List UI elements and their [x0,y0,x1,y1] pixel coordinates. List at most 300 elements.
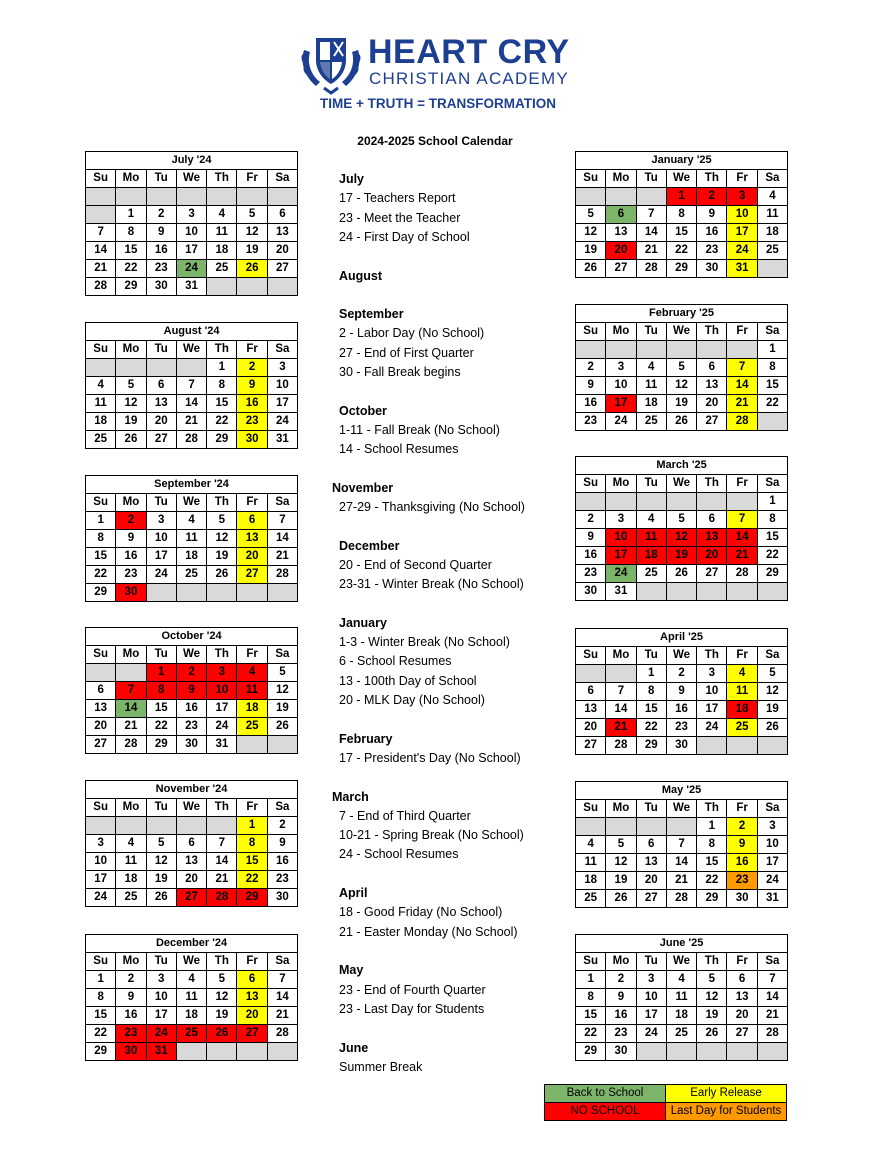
empty-day-cell [176,1043,206,1061]
legend-green: Back to School [545,1085,666,1103]
week-row [576,737,788,755]
week-row [86,835,298,853]
day-cell: 3 [636,971,666,989]
day-cell: 30 [606,1043,636,1061]
day-cell: 1 [237,817,267,835]
day-cell: 29 [237,889,267,907]
event-item: 20 - MLK Day (No School) [339,693,485,708]
calendar-title: January '25 [576,152,788,170]
weekday-header: Fr [727,323,757,341]
day-cell: 2 [176,664,206,682]
empty-day-cell [176,584,206,602]
week-row [576,493,788,511]
weekday-header: Th [207,494,237,512]
calendar-sep [85,475,298,602]
day-cell: 2 [237,359,267,377]
day-cell: 16 [146,242,176,260]
day-cell: 2 [576,511,606,529]
day-cell: 24 [86,889,116,907]
empty-day-cell [727,1043,757,1061]
day-cell: 28 [86,278,116,296]
event-group [339,267,382,286]
week-row [576,565,788,583]
event-month-heading: November [332,480,394,495]
weekday-header: Th [697,323,727,341]
empty-day-cell [86,188,116,206]
weekday-header: Th [697,800,727,818]
day-cell: 19 [267,700,297,718]
day-cell: 8 [86,989,116,1007]
empty-day-cell [697,737,727,755]
day-cell: 27 [727,1025,757,1043]
empty-day-cell [606,493,636,511]
day-cell: 5 [757,665,787,683]
day-cell: 7 [267,512,297,530]
day-cell: 20 [697,395,727,413]
day-cell: 3 [606,511,636,529]
weekday-header: Th [697,647,727,665]
day-cell: 30 [267,889,297,907]
day-cell: 13 [237,530,267,548]
empty-day-cell [757,583,787,601]
weekday-header: Th [207,170,237,188]
weekday-header: We [666,647,696,665]
empty-day-cell [636,493,666,511]
day-cell: 24 [697,719,727,737]
week-row [576,836,788,854]
empty-day-cell [176,359,206,377]
day-cell: 17 [86,871,116,889]
day-cell: 4 [636,511,666,529]
day-cell: 23 [606,1025,636,1043]
week-row [86,584,298,602]
day-cell: 19 [697,1007,727,1025]
day-cell: 5 [267,664,297,682]
empty-day-cell [606,818,636,836]
week-row [86,260,298,278]
day-cell: 14 [606,701,636,719]
weekday-header: Su [86,494,116,512]
weekday-header: Tu [146,953,176,971]
day-cell: 26 [207,566,237,584]
day-cell: 11 [176,530,206,548]
day-cell: 22 [116,260,146,278]
empty-day-cell [606,341,636,359]
day-cell: 19 [757,701,787,719]
day-cell: 26 [666,413,696,431]
day-cell: 18 [666,1007,696,1025]
day-cell: 8 [86,530,116,548]
day-cell: 16 [576,547,606,565]
day-cell: 17 [207,700,237,718]
day-cell: 23 [267,871,297,889]
day-cell: 6 [697,359,727,377]
weekday-header: Sa [267,799,297,817]
week-row [86,1025,298,1043]
empty-day-cell [636,818,666,836]
empty-day-cell [727,583,757,601]
day-cell: 11 [116,853,146,871]
day-cell: 21 [207,871,237,889]
day-cell: 11 [176,989,206,1007]
weekday-header: Sa [757,647,787,665]
logo-title: HEART CRY [368,33,570,71]
week-row [86,359,298,377]
week-row [576,377,788,395]
day-cell: 28 [727,565,757,583]
day-cell: 16 [697,224,727,242]
calendar-title: June '25 [576,935,788,953]
day-cell: 19 [116,413,146,431]
day-cell: 29 [757,565,787,583]
day-cell: 22 [237,871,267,889]
week-row [576,413,788,431]
day-cell: 4 [176,512,206,530]
day-cell: 7 [176,377,206,395]
day-cell: 24 [207,718,237,736]
weekday-header: Th [207,953,237,971]
day-cell: 25 [636,565,666,583]
day-cell: 20 [237,548,267,566]
legend-yellow: Early Release [666,1085,787,1103]
day-cell: 27 [267,260,297,278]
day-cell: 1 [697,818,727,836]
day-cell: 26 [757,719,787,737]
day-cell: 4 [757,188,787,206]
empty-day-cell [636,341,666,359]
day-cell: 3 [727,188,757,206]
day-cell: 20 [146,413,176,431]
day-cell: 1 [576,971,606,989]
day-cell: 9 [267,835,297,853]
empty-day-cell [757,413,787,431]
day-cell: 15 [86,548,116,566]
day-cell: 6 [146,377,176,395]
day-cell: 13 [727,989,757,1007]
empty-day-cell [267,188,297,206]
day-cell: 13 [267,224,297,242]
empty-day-cell [697,493,727,511]
day-cell: 2 [267,817,297,835]
day-cell: 14 [267,530,297,548]
day-cell: 15 [697,854,727,872]
event-month-heading: October [339,403,387,418]
day-cell: 25 [237,718,267,736]
day-cell: 27 [697,565,727,583]
day-cell: 20 [86,718,116,736]
day-cell: 11 [237,682,267,700]
event-group [339,170,470,247]
day-cell: 15 [666,224,696,242]
day-cell: 18 [757,224,787,242]
day-cell: 23 [237,413,267,431]
day-cell: 27 [576,737,606,755]
weekday-header: Fr [237,170,267,188]
calendar-mar [575,456,788,601]
day-cell: 23 [727,872,757,890]
week-row [576,242,788,260]
day-cell: 1 [116,206,146,224]
weekday-header: Sa [757,170,787,188]
day-cell: 5 [606,836,636,854]
empty-day-cell [576,341,606,359]
empty-day-cell [207,1043,237,1061]
week-row [576,1007,788,1025]
event-item: 1-3 - Winter Break (No School) [339,635,510,650]
day-cell: 11 [666,989,696,1007]
day-cell: 16 [116,548,146,566]
day-cell: 20 [606,242,636,260]
day-cell: 17 [606,395,636,413]
day-cell: 4 [727,665,757,683]
empty-day-cell [207,584,237,602]
day-cell: 9 [237,377,267,395]
day-cell: 11 [576,854,606,872]
day-cell: 5 [116,377,146,395]
weekday-header: Fr [237,494,267,512]
day-cell: 16 [606,1007,636,1025]
day-cell: 9 [146,224,176,242]
empty-day-cell [727,493,757,511]
day-cell: 25 [727,719,757,737]
weekday-header: Tu [146,494,176,512]
day-cell: 27 [86,736,116,754]
day-cell: 29 [697,890,727,908]
day-cell: 7 [727,511,757,529]
weekday-header: Th [697,475,727,493]
day-cell: 13 [146,395,176,413]
weekday-header: Th [697,953,727,971]
empty-day-cell [116,359,146,377]
weekday-header: Fr [727,475,757,493]
empty-day-cell [237,736,267,754]
day-cell: 2 [116,971,146,989]
day-cell: 23 [576,565,606,583]
calendar-title: September '24 [86,476,298,494]
day-cell: 17 [267,395,297,413]
day-cell: 8 [146,682,176,700]
day-cell: 12 [576,224,606,242]
weekday-header: Su [86,646,116,664]
day-cell: 23 [116,1025,146,1043]
event-item: 13 - 100th Day of School [339,673,477,688]
day-cell: 16 [116,1007,146,1025]
weekday-header: Fr [237,341,267,359]
day-cell: 14 [666,854,696,872]
day-cell: 16 [176,700,206,718]
day-cell: 28 [176,431,206,449]
day-cell: 9 [116,530,146,548]
calendar-dec [85,934,298,1061]
weekday-header: Tu [636,170,666,188]
event-month-heading: December [339,538,400,553]
day-cell: 4 [176,971,206,989]
week-row [86,224,298,242]
empty-day-cell [606,188,636,206]
calendar-oct [85,627,298,754]
event-item: 27 - End of First Quarter [339,345,474,360]
weekday-header: Sa [267,170,297,188]
weekday-header: Sa [757,475,787,493]
weekday-header: Tu [636,800,666,818]
day-cell: 3 [146,512,176,530]
weekday-header: Sa [267,953,297,971]
day-cell: 4 [86,377,116,395]
weekday-header: Mo [116,494,146,512]
week-row [576,989,788,1007]
day-cell: 15 [757,377,787,395]
weekday-header: Tu [146,170,176,188]
day-cell: 28 [207,889,237,907]
day-cell: 11 [757,206,787,224]
week-row [86,853,298,871]
day-cell: 22 [146,718,176,736]
weekday-header: Su [86,799,116,817]
day-cell: 6 [576,683,606,701]
weekday-header: Tu [636,953,666,971]
week-row [576,818,788,836]
calendar-nov [85,780,298,907]
weekday-header: We [666,170,696,188]
weekday-header: Tu [146,646,176,664]
weekday-header: Fr [727,953,757,971]
day-cell: 12 [146,853,176,871]
week-row [576,890,788,908]
event-group [339,884,518,942]
day-cell: 17 [606,547,636,565]
day-cell: 31 [146,1043,176,1061]
week-row [86,530,298,548]
weekday-header: Sa [757,953,787,971]
day-cell: 27 [636,890,666,908]
day-cell: 21 [176,413,206,431]
day-cell: 12 [207,989,237,1007]
day-cell: 21 [116,718,146,736]
day-cell: 12 [267,682,297,700]
day-cell: 20 [267,242,297,260]
day-cell: 23 [176,718,206,736]
day-cell: 24 [146,566,176,584]
day-cell: 4 [636,359,666,377]
day-cell: 12 [666,377,696,395]
day-cell: 9 [727,836,757,854]
day-cell: 28 [666,890,696,908]
day-cell: 1 [146,664,176,682]
day-cell: 25 [86,431,116,449]
day-cell: 10 [146,989,176,1007]
calendar-may [575,781,788,908]
week-row [576,719,788,737]
event-item: 21 - Easter Monday (No School) [339,924,518,939]
day-cell: 1 [757,493,787,511]
empty-day-cell [207,278,237,296]
calendar-jul [85,151,298,296]
event-item: 7 - End of Third Quarter [339,808,471,823]
weekday-header: Fr [237,953,267,971]
weekday-header: Tu [636,475,666,493]
day-cell: 30 [576,583,606,601]
day-cell: 21 [727,547,757,565]
week-row [86,548,298,566]
day-cell: 24 [727,242,757,260]
empty-day-cell [697,1043,727,1061]
day-cell: 28 [757,1025,787,1043]
calendar-title: March '25 [576,457,788,475]
day-cell: 10 [697,683,727,701]
day-cell: 17 [697,701,727,719]
day-cell: 29 [207,431,237,449]
day-cell: 10 [176,224,206,242]
event-group [339,614,510,710]
empty-day-cell [666,1043,696,1061]
event-group [332,788,524,865]
weekday-header: Mo [116,170,146,188]
day-cell: 7 [636,206,666,224]
day-cell: 27 [237,566,267,584]
day-cell: 17 [146,1007,176,1025]
day-cell: 19 [666,395,696,413]
weekday-header: We [176,953,206,971]
day-cell: 6 [86,682,116,700]
day-cell: 5 [237,206,267,224]
day-cell: 5 [207,971,237,989]
day-cell: 29 [116,278,146,296]
empty-day-cell [146,359,176,377]
day-cell: 10 [267,377,297,395]
day-cell: 14 [267,989,297,1007]
event-group [339,305,484,382]
weekday-header: Fr [237,799,267,817]
weekday-header: Sa [267,341,297,359]
week-row [576,341,788,359]
day-cell: 27 [606,260,636,278]
day-cell: 15 [207,395,237,413]
empty-day-cell [86,206,116,224]
empty-day-cell [666,493,696,511]
day-cell: 30 [116,584,146,602]
week-row [86,1043,298,1061]
weekday-header: Sa [757,323,787,341]
weekday-header: We [176,646,206,664]
empty-day-cell [267,278,297,296]
day-cell: 8 [757,359,787,377]
event-group [332,479,525,518]
calendar-title: November '24 [86,781,298,799]
day-cell: 7 [666,836,696,854]
day-cell: 20 [727,1007,757,1025]
day-cell: 25 [116,889,146,907]
day-cell: 18 [176,1007,206,1025]
day-cell: 5 [666,359,696,377]
empty-day-cell [86,817,116,835]
day-cell: 7 [207,835,237,853]
day-cell: 19 [207,1007,237,1025]
day-cell: 7 [727,359,757,377]
week-row [86,889,298,907]
day-cell: 25 [666,1025,696,1043]
event-item: 6 - School Resumes [339,654,452,669]
day-cell: 16 [576,395,606,413]
day-cell: 25 [636,413,666,431]
weekday-header: Su [576,323,606,341]
week-row [86,278,298,296]
day-cell: 22 [697,872,727,890]
day-cell: 3 [606,359,636,377]
day-cell: 9 [666,683,696,701]
week-row [86,871,298,889]
week-row [86,700,298,718]
day-cell: 2 [576,359,606,377]
